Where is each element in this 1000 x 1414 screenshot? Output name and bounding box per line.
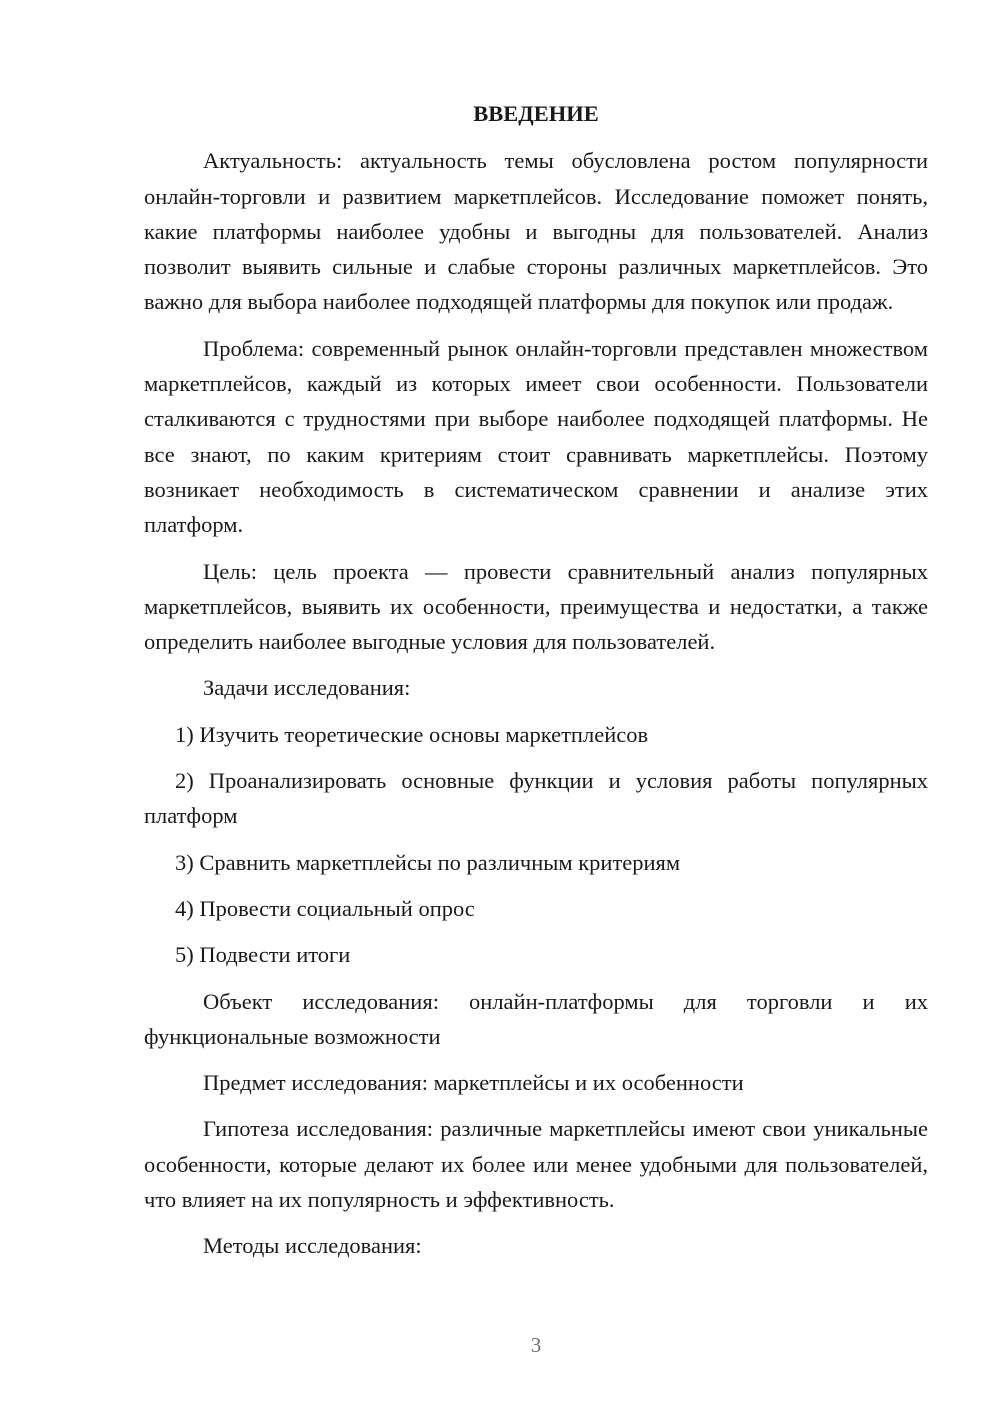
actuality-paragraph: Актуальность: актуальность темы обусловлена ростом популярности онлайн-торговли и развитием маркетплейсов. Исследование поможет понять, какие платформы наиболее удобны и выгодны для пользователей. Анализ позволит выявить сильные и слабые стороны различных маркетплейсов. Это важно для выбора наиболее подходящей платформы для покупок или продаж.: [144, 148, 928, 315]
task-item: 1) Изучить теоретические основы маркетплейсов: [175, 721, 649, 747]
hypothesis-paragraph: Гипотеза исследования: различные маркетплейсы имеют свои уникальные особенности, которые делают их более или менее удобными для пользователей, что влияет на их популярность и эффективность.: [144, 1116, 928, 1213]
section-title: ВВЕДЕНИЕ: [473, 101, 599, 126]
task-item: 3) Сравнить маркетплейсы по различным критериям: [175, 849, 681, 875]
goal-paragraph: Цель: цель проекта — провести сравнительный анализ популярных маркетплейсов, выявить их особенности, преимущества и недостатки, а также определить наиболее выгодные условия для пользователей.: [144, 558, 928, 655]
tasks-heading: Задачи исследования:: [203, 675, 411, 701]
task-item: 4) Провести социальный опрос: [175, 895, 475, 921]
task-item: 2) Проанализировать основные функции и условия работы популярных платформ: [144, 768, 928, 829]
document-page: [144, 96, 928, 1264]
page-number: 3: [530, 1333, 542, 1357]
subject-paragraph: Предмет исследования: маркетплейсы и их особенности: [203, 1070, 744, 1096]
task-item: 5) Подвести итоги: [175, 942, 351, 968]
methods-paragraph: Методы исследования:: [203, 1233, 422, 1259]
problem-paragraph: Проблема: современный рынок онлайн-торговли представлен множеством маркетплейсов, каждый из которых имеет свои особенности. Пользователи сталкиваются с трудностями при выборе наиболее подходящей платформы. Не все знают, по каким критериям стоит сравнивать маркетплейсы. Поэтому возникает необходимость в систематическом сравнении и анализе этих платформ.: [144, 335, 928, 538]
object-paragraph: Объект исследования: онлайн-платформы для торговли и их функциональные возможности: [144, 988, 928, 1049]
